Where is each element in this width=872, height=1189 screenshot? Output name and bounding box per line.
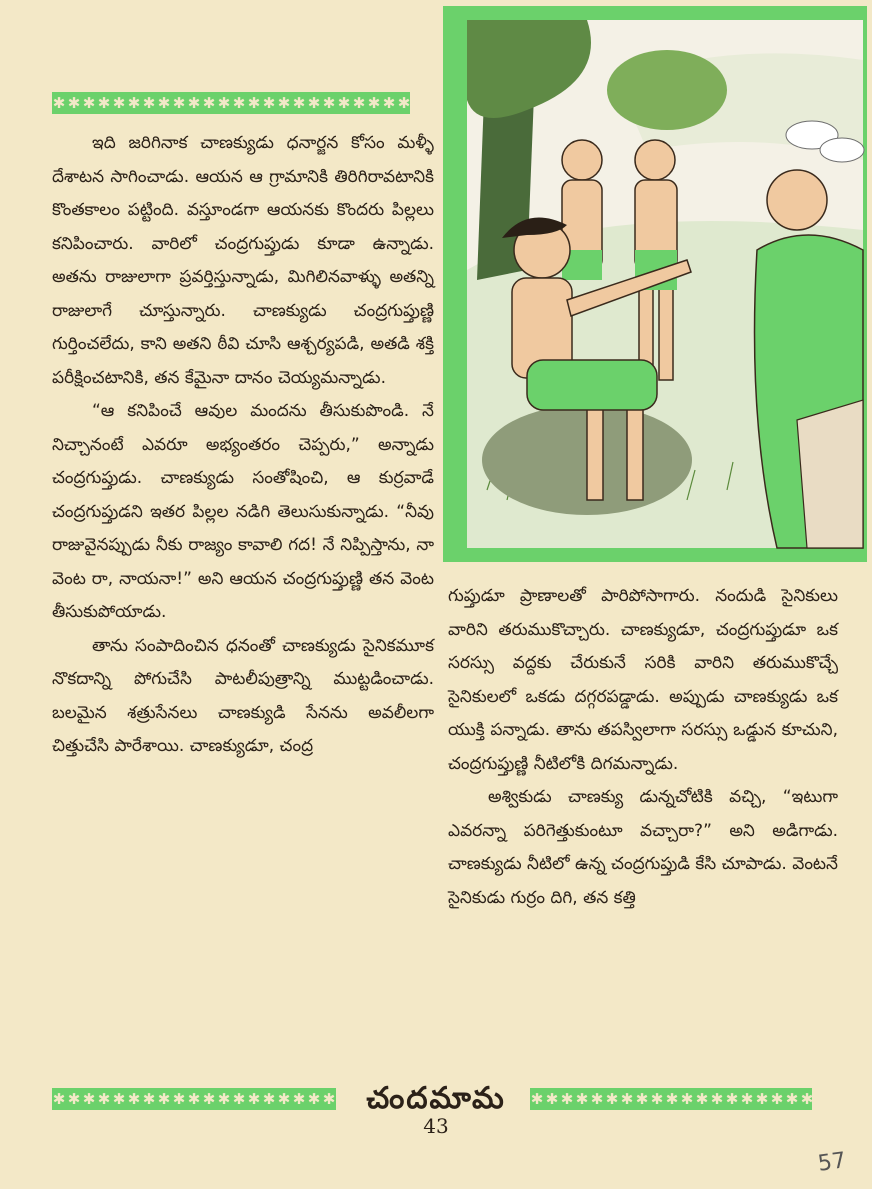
paragraph: “ఆ కనిపించే ఆవుల మందను తీసుకుపొండి. నే నిచ్చానంటే ఎవరూ అభ్యంతరం చెప్పరు,” అన్నాడు చంద్రగుప్తుడు. చాణక్యుడు సంతోషించి, ఆ కుర్రవాడే చంద్రగుప్తుడని ఇతర పిల్లల నడిగి తెలుసుకున్నాడు. “నీవు రాజువైనప్పుడు నీకు రాజ్యం కావాలి గద! నే నిప్పిస్తాను, నా వెంట రా, నాయనా!” అని ఆయన చంద్రగుప్తుణ్ణి తన వెంట తీసుకుపోయాడు. — [52, 401, 434, 622]
left-text-column — [52, 127, 434, 764]
paragraph: అశ్వికుడు చాణక్యు డున్నచోటికి వచ్చి, “ఇటుగా ఎవరన్నా పరిగెత్తుకుంటూ వచ్చారా?” అని అడిగాడు. చాణక్యుడు నీటిలో ఉన్న చంద్రగుప్తుడి కేసి చూపాడు. వెంటనే సైనికుడు గుర్రం దిగి, తన కత్తి — [448, 787, 838, 908]
handwritten-margin-mark: 57 — [816, 1148, 848, 1177]
footer-ornament-left: ✱✱✱✱✱✱✱✱✱✱✱✱✱✱✱✱✱✱✱ — [52, 1090, 337, 1108]
page-number: 43 — [423, 1114, 449, 1138]
magazine-title: చందమామ — [366, 1081, 506, 1116]
top-ornament-border: ✱✱✱✱✱✱✱✱✱✱✱✱✱✱✱✱✱✱✱✱✱✱✱✱ — [52, 94, 412, 112]
paragraph: ఇది జరిగినాక చాణక్యుడు ధనార్జన కోసం మళ్ళీ దేశాటన సాగించాడు. ఆయన ఆ గ్రామానికి తిరిగిరావటానికి కొంతకాలం పట్టింది. వస్తూండగా ఆయనకు కొందరు పిల్లలు కనిపించారు. వారిలో చంద్రగుప్తుడు కూడా ఉన్నాడు. అతను రాజులాగా ప్రవర్తిస్తున్నాడు, మిగిలినవాళ్ళు అతన్ని రాజులాగే చూస్తున్నారు. చాణక్యుడు చంద్రగుప్తుణ్ణి గుర్తించలేదు, కాని అతని ఠీవి చూసి ఆశ్చర్యపడి, అతడి శక్తి పరీక్షించటానికి, తన కేమైనా దానం చెయ్యమన్నాడు. — [52, 133, 434, 388]
story-illustration — [443, 6, 867, 562]
paragraph: తాను సంపాదించిన ధనంతో చాణక్యుడు సైనికమూక నొకదాన్ని పోగుచేసి పాటలీపుత్రాన్ని ముట్టడించాడు. బలమైన శత్రుసేనలు చాణక్యుడి సేనను అవలీలగా చిత్తుచేసి పారేశాయి. చాణక్యుడూ, చంద్ర — [52, 635, 434, 756]
children-meeting-illustration-icon — [467, 20, 863, 548]
footer-ornament-right: ✱✱✱✱✱✱✱✱✱✱✱✱✱✱✱✱✱✱✱ — [530, 1090, 815, 1108]
right-text-column — [448, 580, 838, 915]
paragraph: గుప్తుడూ ప్రాణాలతో పారిపోసాగారు. నందుడి సైనికులు వారిని తరుముకొచ్చారు. చాణక్యుడూ, చంద్రగుప్తుడూ ఒక సరస్సు వద్దకు చేరుకునే సరికి వారిని తరుముకొచ్చే సైనికులలో ఒకడు దగ్గరపడ్డాడు. అప్పుడు చాణక్యుడు ఒక యుక్తి పన్నాడు. తాను తపస్విలాగా సరస్సు ఒడ్డున కూచుని, చంద్రగుప్తుణ్ణి నీటిలోకి దిగమన్నాడు. — [448, 586, 838, 774]
